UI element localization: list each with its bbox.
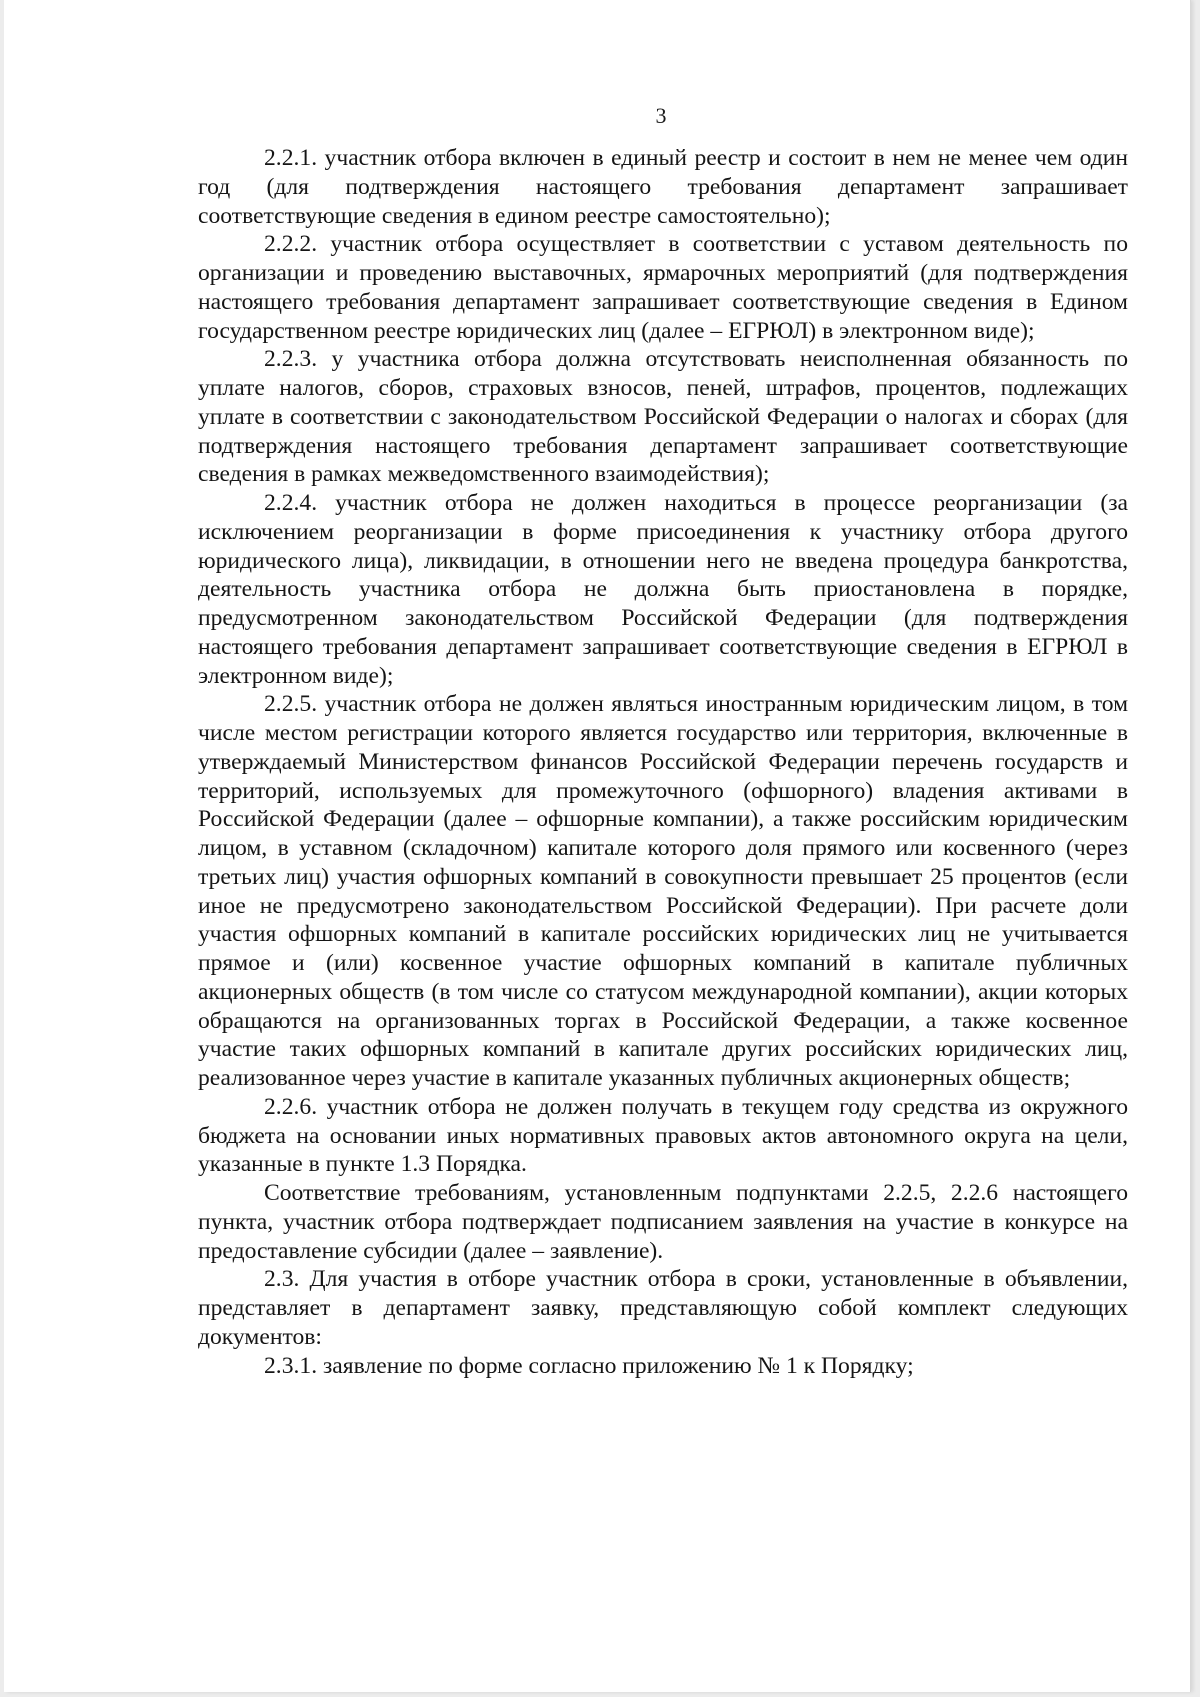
paragraph-2-2-1: 2.2.1. участник отбора включен в единый реестр и состоит в нем не менее чем один год (для подтверждения настоящего требования департамент запрашивает соответствующие сведения в едином реестре самостоятельно); xyxy=(198,145,1128,229)
document-page xyxy=(4,0,1190,1692)
paragraph-2-2-6: 2.2.6. участник отбора не должен получать в текущем году средства из окружного бюджета на основании иных нормативных правовых актов автономного округа на цели, указанные в пункте 1.3 Порядка. xyxy=(198,1093,1128,1178)
paragraph-2-3-1: 2.3.1. заявление по форме согласно приложению № 1 к Порядку; xyxy=(264,1352,914,1379)
paragraph-compliance: Соответствие требованиям, установленным подпунктами 2.2.5, 2.2.6 настоящего пункта, участник отбора подтверждает подписанием заявления на участие в конкурсе на предоставление субсидии (далее – заявление). xyxy=(198,1180,1128,1264)
paragraph-2-2-4: 2.2.4. участник отбора не должен находиться в процессе реорганизации (за исключением реорганизации в форме присоединения к участнику отбора другого юридического лица), ликвидации, в отношении него не введена процедура банкротства, деятельность участника отбора не должна быть приостановлена в порядке, предусмотренном законодательством Российской Федерации (для подтверждения настоящего требования департамент запрашивает соответствующие сведения в ЕГРЮЛ в электронном виде); xyxy=(198,490,1128,689)
paragraph-2-3: 2.3. Для участия в отборе участник отбора в сроки, установленные в объявлении, представляет в департамент заявку, представляющую собой комплект следующих документов: xyxy=(198,1266,1128,1350)
paragraph-2-2-5: 2.2.5. участник отбора не должен являться иностранным юридическим лицом, в том числе местом регистрации которого является государство или территория, включенные в утверждаемый Министерством финансов Российской Федерации перечень государств и территорий, используемых для промежуточного (офшорного) владения активами в Российской Федерации (далее – офшорные компании), а также российским юридическим лицом, в уставном (складочном) капитале которого доля прямого или косвенного (через третьих лиц) участия офшорных компаний в совокупности превышает 25 процентов (если иное не предусмотрено законодательством Российской Федерации). При расчете доли участия офшорных компаний в капитале российских юридических лиц не учитывается прямое и (или) косвенное участие офшорных компаний в капитале публичных акционерных обществ (в том числе со статусом международной компании), акции которых обращаются на организованных торгах в Российской Федерации, а также косвенное участие таких офшорных компаний в капитале других российских юридических лиц, реализованное через участие в капитале указанных публичных акционерных обществ; xyxy=(198,691,1128,1091)
document-body xyxy=(198,144,1128,1380)
paragraph-2-2-2: 2.2.2. участник отбора осуществляет в соответствии с уставом деятельность по организации и проведению выставочных, ярмарочных мероприятий (для подтверждения настоящего требования департамент запрашивает соответствующие сведения в Едином государственном реестре юридических лиц (далее – ЕГРЮЛ) в электронном виде); xyxy=(198,231,1128,344)
paragraph-2-2-3: 2.2.3. у участника отбора должна отсутствовать неисполненная обязанность по уплате налогов, сборов, страховых взносов, пеней, штрафов, процентов, подлежащих уплате в соответствии с законодательством Российской Федерации о налогах и сборах (для подтверждения настоящего требования департамент запрашивает соответствующие сведения в рамках межведомственного взаимодействия); xyxy=(198,346,1128,488)
page-number: 3 xyxy=(655,103,667,128)
